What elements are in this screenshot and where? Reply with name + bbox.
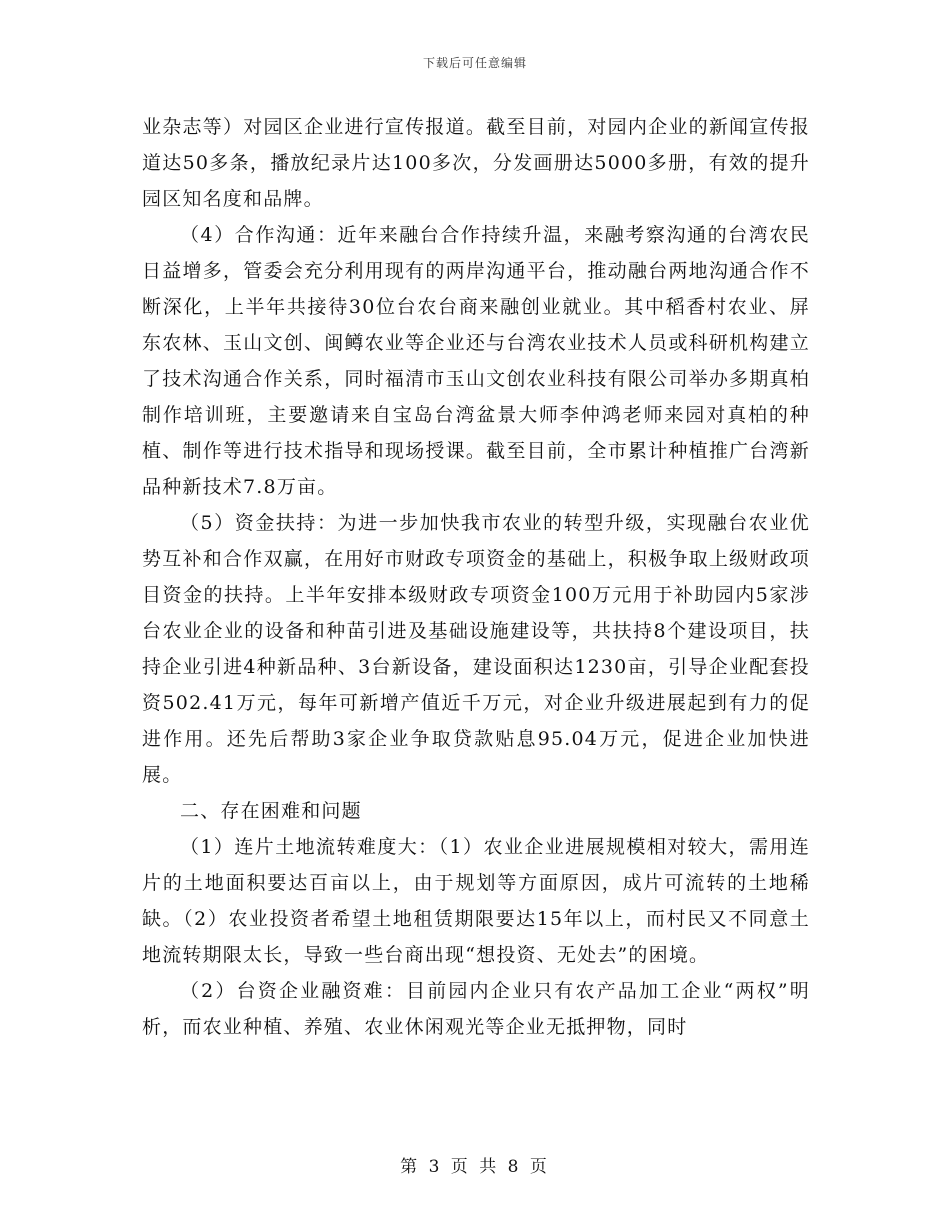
- paragraph-1: 业杂志等）对园区企业进行宣传报道。截至目前，对园内企业的新闻宣传报道达50多条，播放纪录片达100多次，分发画册达5000多册，有效的提升园区知名度和品牌。: [142, 116, 810, 210]
- paragraph-2: （4）合作沟通：近年来融台合作持续升温，来融考察沟通的台湾农民日益增多，管委会充分利用现有的两岸沟通平台，推动融台两地沟通合作不断深化，上半年共接待30位台农台商来融创业就业。其中稻香村农业、屏东农林、玉山文创、闽鳟农业等企业还与台湾农业技术人员或科研机构建立了技术沟通合作关系，同时福清市玉山文创农业科技有限公司举办多期真柏制作培训班，主要邀请来自宝岛台湾盆景大师李仲鸿老师来园对真柏的种植、制作等进行技术指导和现场授课。截至目前，全市累计种植推广台湾新品种新技术7.8万亩。: [142, 224, 810, 498]
- section-heading: 二、存在困难和问题: [180, 800, 362, 822]
- paragraph-3: （5）资金扶持：为进一步加快我市农业的转型升级，实现融台农业优势互补和合作双赢，在用好市财政专项资金的基础上，积极争取上级财政项目资金的扶持。上半年安排本级财政专项资金100万元用于补助园内5家涉台农业企业的设备和种苗引进及基础设施建设等，共扶持8个建设项目，扶持企业引进4种新品种、3台新设备，建设面积达1230亩，引导企业配套投资502.41万元，每年可新增产值近千万元，对企业升级进展起到有力的促进作用。还先后帮助3家企业争取贷款贴息95.04万元，促进企业加快进展。: [142, 512, 810, 786]
- page-header-note: 下载后可任意编辑: [422, 56, 527, 70]
- page-number: 第 3 页 共 8 页: [400, 1157, 550, 1177]
- paragraph-5: （2）台资企业融资难：目前园内企业只有农产品加工企业“两权”明析，而农业种植、养殖、农业休闲观光等企业无抵押物，同时: [142, 980, 810, 1038]
- document-body: [142, 109, 810, 1045]
- paragraph-4: （1）连片土地流转难度大：（1）农业企业进展规模相对较大，需用连片的土地面积要达百亩以上，由于规划等方面原因，成片可流转的土地稀缺。（2）农业投资者希望土地租赁期限要达15年以上，而村民又不同意土地流转期限太长，导致一些台商出现“想投资、无处去”的困境。: [142, 836, 810, 966]
